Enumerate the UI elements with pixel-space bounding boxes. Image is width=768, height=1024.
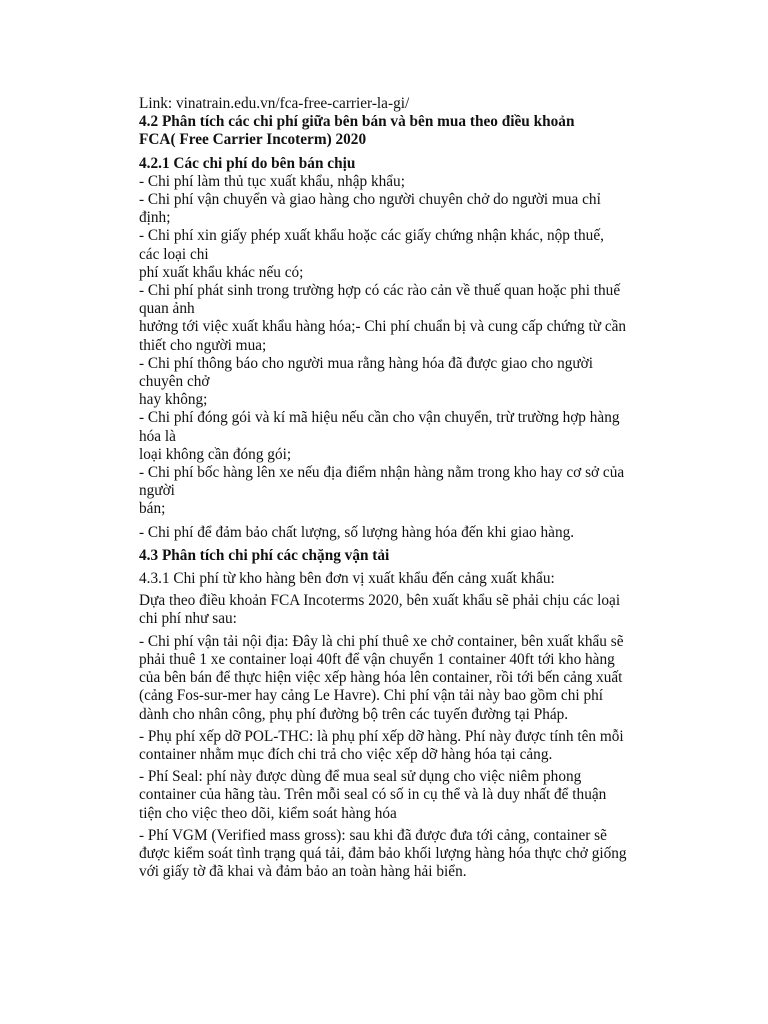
source-link: Link: vinatrain.edu.vn/fca-free-carrier-la-gi/ — [139, 95, 410, 112]
list-line: - Chi phí phát sinh trong trường hợp có các rào cản về thuế quan hoặc phi thuế — [139, 282, 621, 300]
paragraph-line: chi phí như sau: — [139, 610, 237, 628]
seal-fee-paragraph — [139, 768, 699, 823]
list-line: định; — [139, 209, 171, 227]
list-line: quan ảnh — [139, 300, 195, 318]
list-line: - Chi phí vận chuyển và giao hàng cho người chuyên chở do người mua chỉ — [139, 191, 601, 209]
list-line: - Chi phí xin giấy phép xuất khẩu hoặc các giấy chứng nhận khác, nộp thuế, — [139, 227, 604, 245]
paragraph-line: phải thuê 1 xe container loại 40ft để vận chuyển 1 container 40ft tới kho hàng — [139, 650, 615, 668]
paragraph-line: - Phụ phí xếp dỡ POL-THC: là phụ phí xếp dỡ hàng. Phí này được tính tên mỗi — [139, 727, 624, 745]
paragraph-line: dành cho nhân công, phụ phí đường bộ trên các tuyến đường tại Pháp. — [139, 705, 569, 723]
list-line: bán; — [139, 500, 166, 518]
heading-line: FCA( Free Carrier Incoterm) 2020 — [139, 131, 367, 149]
heading-4-3: 4.3 Phân tích chi phí các chặng vận tải — [139, 546, 390, 564]
paragraph-line: (cảng Fos-sur-mer hay cảng Le Havre). Chi phí vận tải này bao gồm chi phí — [139, 687, 603, 705]
list-line: - Chi phí đóng gói và kí mã hiệu nếu cần cho vận chuyển, trừ trường hợp hàng — [139, 409, 620, 427]
paragraph-line: Dựa theo điều khoản FCA Incoterms 2020, bên xuất khẩu sẽ phải chịu các loại — [139, 592, 621, 610]
list-line: hưởng tới việc xuất khẩu hàng hóa;- Chi phí chuẩn bị và cung cấp chứng từ cần — [139, 318, 627, 336]
list-line: người — [139, 482, 175, 500]
paragraph-line: được kiểm soát tình trạng quá tải, đảm bảo khối lượng hàng hóa thực chở giống — [139, 844, 627, 862]
list-line: các loại chi — [139, 245, 209, 263]
heading-4-2-1: 4.2.1 Các chi phí do bên bán chịu — [139, 154, 356, 172]
paragraph-line: - Chi phí vận tải nội địa: Đây là chi phí thuê xe chở container, bên xuất khẩu sẽ — [139, 632, 624, 650]
list-line: chuyên chở — [139, 373, 210, 391]
list-line: - Chi phí để đảm bảo chất lượng, số lượng hàng hóa đến khi giao hàng. — [139, 523, 575, 541]
list-line: phí xuất khẩu khác nếu có; — [139, 263, 304, 281]
heading-line: 4.2 Phân tích các chi phí giữa bên bán và bên mua theo điều khoản — [139, 113, 575, 131]
document-page — [139, 95, 699, 881]
seller-costs-list — [139, 173, 699, 519]
paragraph-line: container nhằm mục đích chi trả cho việc xếp dỡ hàng hóa tại cảng. — [139, 745, 553, 763]
paragraph-line: - Phí VGM (Verified mass gross): sau khi đã được đưa tới cảng, container sẽ — [139, 826, 607, 844]
list-line: hay không; — [139, 391, 208, 409]
list-line: loại không cần đóng gói; — [139, 445, 292, 463]
list-line: - Chi phí làm thủ tục xuất khẩu, nhập khẩu; — [139, 172, 405, 190]
paragraph-line: của bên bán để thực hiện việc xếp hàng hóa lên container, rồi tới bến cảng xuất — [139, 669, 623, 687]
paragraph-line: - Phí Seal: phí này được dùng để mua seal sử dụng cho việc niêm phong — [139, 768, 582, 786]
list-line: thiết cho người mua; — [139, 336, 267, 354]
paragraph-line: container của hãng tàu. Trên mỗi seal có số in cụ thể và là duy nhất để thuận — [139, 786, 607, 804]
list-line: hóa là — [139, 427, 176, 445]
list-line: - Chi phí thông báo cho người mua rằng hàng hóa đã được giao cho người — [139, 354, 593, 372]
pol-thc-paragraph — [139, 728, 699, 764]
list-line: - Chi phí bốc hàng lên xe nếu địa điểm nhận hàng nằm trong kho hay cơ sở của — [139, 464, 625, 482]
paragraph-line: tiện cho việc theo dõi, kiểm soát hàng hóa — [139, 804, 397, 822]
inland-transport-paragraph — [139, 633, 699, 724]
heading-4-2 — [139, 113, 699, 149]
paragraph-line: với giấy tờ đã khai và đảm bảo an toàn hàng hải biển. — [139, 863, 467, 881]
section-4-3-1: 4.3.1 Chi phí từ kho hàng bên đơn vị xuất khẩu đến cảng xuất khẩu: — [139, 570, 555, 588]
intro-paragraph — [139, 592, 699, 628]
vgm-fee-paragraph — [139, 827, 699, 882]
